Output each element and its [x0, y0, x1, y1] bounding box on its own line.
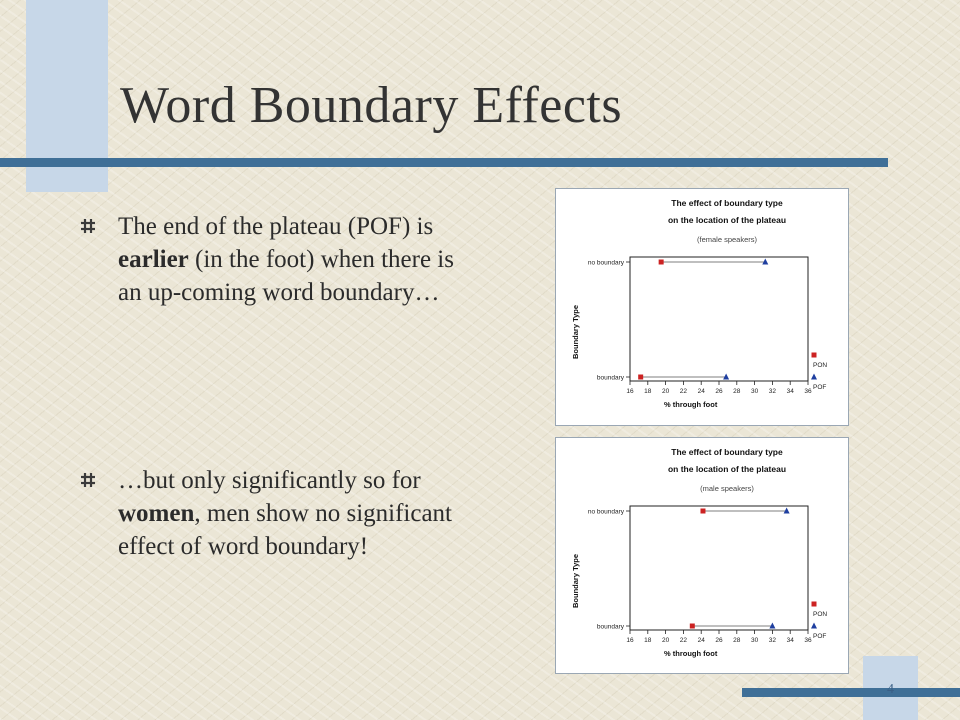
legend-marker-pon — [812, 602, 817, 607]
data-point-pof — [769, 623, 775, 629]
y-tick-label: boundary — [596, 623, 624, 631]
data-point-pon — [659, 260, 664, 265]
chart-title: The effect of boundary type — [671, 198, 783, 208]
legend-marker-pof — [811, 374, 817, 380]
data-point-pon — [638, 375, 643, 380]
plot-frame — [630, 257, 808, 381]
bullet-text-run: , men show no significant effect of word boundary! — [118, 500, 452, 560]
data-point-pof — [723, 374, 729, 380]
x-tick-label: 34 — [786, 388, 794, 395]
x-tick-label: 22 — [679, 637, 688, 644]
chart-subtitle: on the location of the plateau — [667, 464, 787, 474]
bullet-item-1 — [80, 210, 470, 309]
x-axis-label: % through foot — [664, 649, 718, 658]
bullet-text-2 — [118, 464, 470, 563]
x-tick-label: 30 — [750, 637, 759, 644]
decorative-title-rule — [0, 158, 888, 167]
x-tick-label: 36 — [804, 637, 812, 644]
bullet-text-run: …but only significantly so for — [118, 467, 421, 494]
y-axis-label: Boundary Type — [571, 304, 580, 359]
y-tick-label: no boundary — [587, 259, 624, 267]
chart-note: (female speakers) — [696, 235, 758, 244]
x-tick-label: 16 — [626, 388, 634, 395]
x-tick-label: 24 — [697, 388, 705, 395]
y-tick-label: boundary — [596, 374, 624, 382]
slide-title: Word Boundary Effects — [120, 77, 623, 134]
plot-frame — [630, 506, 808, 630]
bullet-text-run: (in the foot) when there is an up-coming word boundary… — [118, 246, 454, 306]
bullet-item-2 — [80, 464, 470, 563]
legend-marker-pof — [811, 623, 817, 629]
x-tick-label: 16 — [626, 637, 634, 644]
y-axis-label: Boundary Type — [571, 553, 580, 608]
x-tick-label: 28 — [733, 388, 741, 395]
chart-svg-male — [556, 438, 848, 673]
chart-subtitle: on the location of the plateau — [667, 215, 787, 225]
x-tick-label: 20 — [661, 388, 670, 395]
bullet-emphasis: women — [118, 500, 195, 527]
data-point-pon — [690, 624, 695, 629]
bullet-text-run: The end of the plateau (POF) is — [118, 213, 434, 240]
chart-svg-female — [556, 189, 848, 425]
bullet-text-1 — [118, 210, 470, 309]
x-tick-label: 28 — [733, 637, 741, 644]
data-point-pof — [762, 259, 768, 265]
legend-label: PON — [813, 611, 828, 618]
chart-female-speakers — [555, 188, 849, 426]
legend-marker-pon — [812, 353, 817, 358]
x-tick-label: 18 — [644, 637, 652, 644]
decorative-corner-rule — [742, 688, 960, 697]
y-tick-label: no boundary — [587, 508, 624, 516]
x-tick-label: 18 — [644, 388, 652, 395]
x-tick-label: 22 — [679, 388, 688, 395]
x-tick-label: 34 — [786, 637, 794, 644]
x-tick-label: 26 — [715, 637, 723, 644]
legend-label: POF — [813, 384, 827, 391]
x-tick-label: 32 — [768, 637, 777, 644]
bullet-emphasis: earlier — [118, 246, 189, 273]
x-tick-label: 32 — [768, 388, 777, 395]
x-tick-label: 24 — [697, 637, 705, 644]
bullet-icon — [80, 464, 118, 563]
bullet-icon — [80, 210, 118, 309]
chart-note: (male speakers) — [700, 484, 754, 493]
slide-number: 4 — [887, 682, 894, 697]
x-tick-label: 30 — [750, 388, 759, 395]
legend-label: POF — [813, 633, 827, 640]
x-tick-label: 20 — [661, 637, 670, 644]
chart-title: The effect of boundary type — [671, 447, 783, 457]
x-axis-label: % through foot — [664, 400, 718, 409]
chart-male-speakers — [555, 437, 849, 674]
x-tick-label: 26 — [715, 388, 723, 395]
data-point-pof — [784, 508, 790, 514]
legend-label: PON — [813, 362, 828, 369]
data-point-pon — [700, 509, 705, 514]
x-tick-label: 36 — [804, 388, 812, 395]
